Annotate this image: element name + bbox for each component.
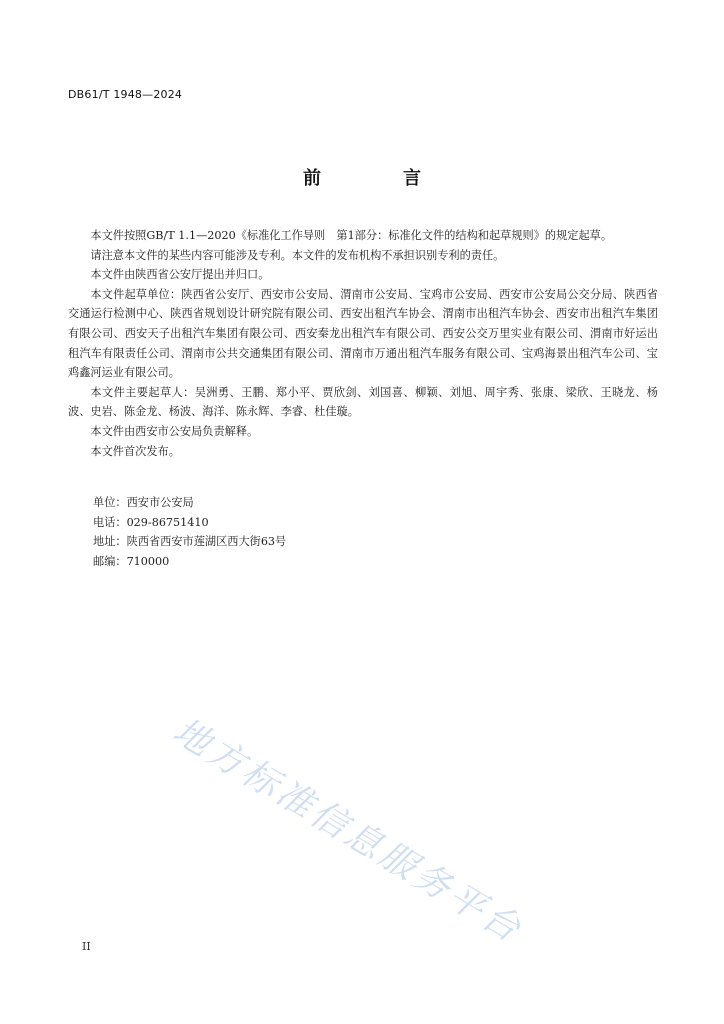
- paragraph-drafting-rules: 本文件按照GB/T 1.1—2020《标准化工作导则 第1部分：标准化文件的结构和起草规则》的规定起草。: [90, 229, 613, 242]
- paragraph-proposer: 本文件由陕西省公安厅提出并归口。: [90, 268, 270, 282]
- standard-code: DB61/T 1948—2024: [68, 88, 183, 101]
- contact-unit: 单位：西安市公安局: [93, 496, 194, 509]
- page-title: 前 言: [303, 168, 453, 189]
- paragraph-drafting-units: 本文件起草单位：陕西省公安厅、西安市公安局、渭南市公安局、宝鸡市公安局、西安市公安局公交分局、陕西省交通运行检测中心、陕西省规划设计研究院有限公司、西安出租汽车协会、渭南市出租汽车协会、西安市出租汽车集团有限公司、西安天子出租汽车集团有限公司、西安秦龙出租汽车有限公司、西安公交万里实业有限公司、渭南市好运出租汽车有限责任公司、渭南市公共交通集团有限公司、渭南市万通出租汽车服务有限公司、宝鸡海景出租汽车公司、宝鸡鑫河运业有限公司。: [68, 287, 658, 380]
- paragraph-drafters: 本文件主要起草人：吴洲勇、王鹏、郑小平、贾欣剑、刘国喜、柳颖、刘旭、周宇秀、张康、梁欣、王晓龙、杨波、史岩、陈金龙、杨波、海洋、陈永辉、李睿、杜佳璇。: [68, 385, 658, 419]
- page-number: II: [82, 940, 91, 953]
- foreword-body: [68, 226, 658, 461]
- contact-phone: 电话：029-86751410: [93, 515, 209, 529]
- paragraph-patent-notice: 请注意本文件的某些内容可能涉及专利。本文件的发布机构不承担识别专利的责任。: [90, 248, 505, 262]
- contact-postcode: 邮编：710000: [93, 554, 170, 568]
- paragraph-interpretation: 本文件由西安市公安局负责解释。: [90, 424, 259, 438]
- watermark: 地方标准信息服务平台: [165, 710, 530, 952]
- contact-address: 地址：陕西省西安市莲湖区西大街63号: [93, 535, 287, 549]
- contact-block: [93, 493, 286, 571]
- paragraph-first-release: 本文件首次发布。: [90, 444, 180, 458]
